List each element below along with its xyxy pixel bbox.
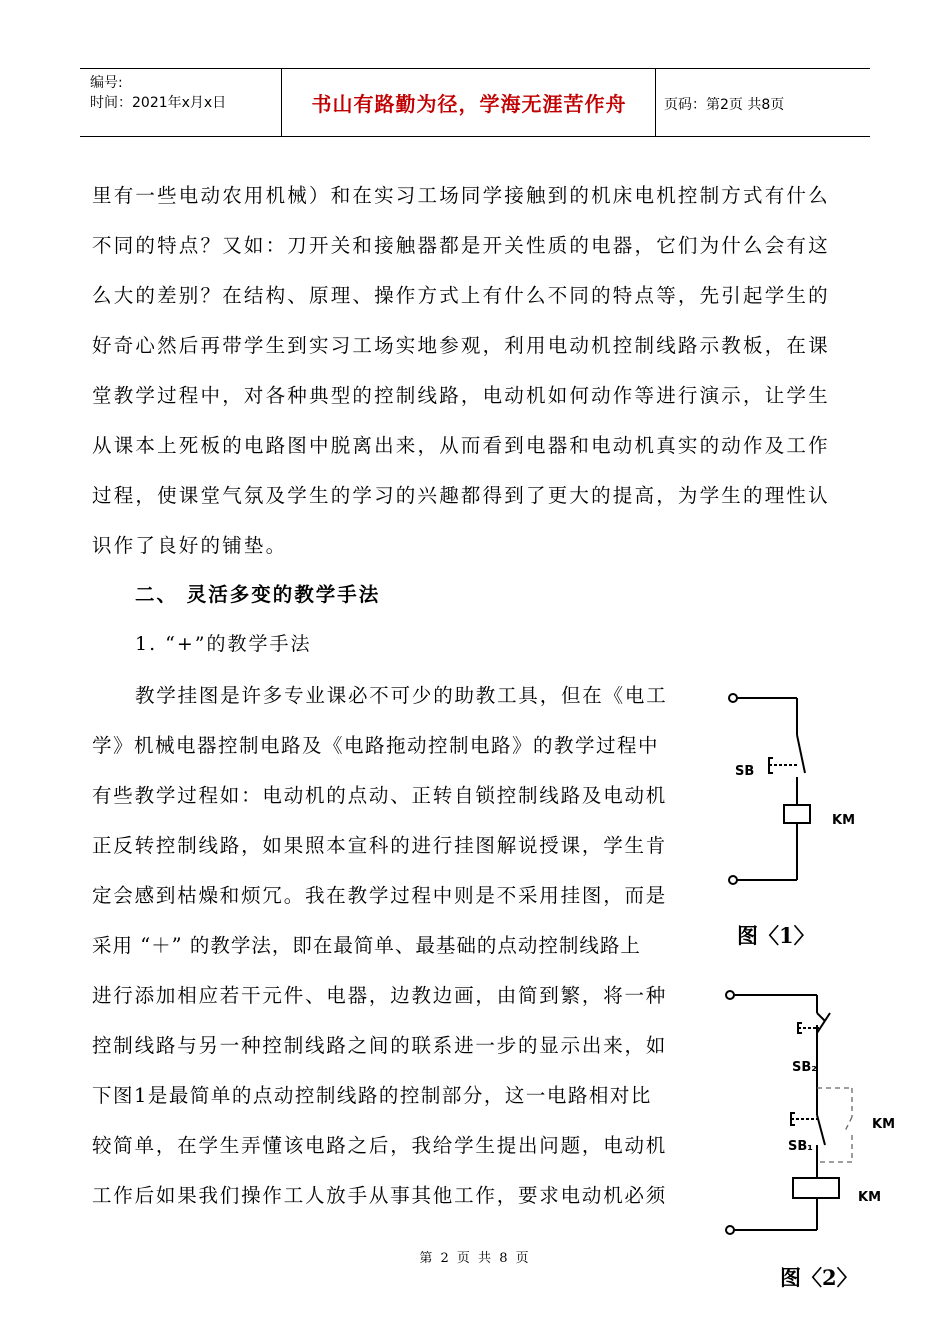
terminal-top bbox=[729, 694, 737, 702]
terminal-top bbox=[726, 991, 734, 999]
header-top-rule bbox=[80, 68, 870, 69]
paragraph-line: 定会感到枯燥和烦冗。我在教学过程中则是不采用挂图，而是 bbox=[92, 884, 668, 907]
section-heading: 二、 灵活多变的教学手法 bbox=[135, 583, 381, 606]
page-footer: 第 2 页 共 8 页 bbox=[419, 1251, 531, 1266]
paragraph-line: 从课本上死板的电路图中脱离出来，从而看到电器和电动机真实的动作及工作 bbox=[92, 434, 830, 457]
doc-time-label: 时间：2021年x月x日 bbox=[90, 95, 227, 111]
paragraph-line: 堂教学过程中，对各种典型的控制线路，电动机如何动作等进行演示，让学生 bbox=[92, 384, 830, 407]
header-divider-left bbox=[281, 68, 282, 136]
paragraph-line: 进行添加相应若干元件、电器，边教边画，由简到繁，将一种 bbox=[92, 984, 668, 1007]
label-sb1: SB₁ bbox=[788, 1139, 813, 1154]
figure-1-caption: 图〈1〉 bbox=[737, 923, 815, 948]
label-km: KM bbox=[832, 813, 856, 828]
paragraph-line: 工作后如果我们操作工人放手从事其他工作，要求电动机必须 bbox=[92, 1184, 668, 1207]
paragraph-line: 么大的差别？在结构、原理、操作方式上有什么不同的特点等，先引起学生的 bbox=[92, 284, 830, 307]
figure-2-circuit bbox=[722, 985, 896, 1245]
paragraph-line: 不同的特点？又如：刀开关和接触器都是开关性质的电器，它们为什么会有这 bbox=[92, 234, 830, 257]
figure-1-circuit bbox=[725, 680, 875, 900]
self-lock-contact bbox=[817, 1088, 852, 1162]
terminal-bottom bbox=[726, 1226, 734, 1234]
paragraph-line: 有些教学过程如：电动机的点动、正转自锁控制线路及电动机 bbox=[92, 784, 668, 807]
paragraph-line: 学》机械电器控制电路及《电路拖动控制电路》的教学过程中 bbox=[92, 734, 660, 757]
label-km-contact: KM bbox=[872, 1117, 896, 1132]
paragraph-line: 正反转控制线路，如果照本宣科的进行挂图解说授课，学生肯 bbox=[92, 834, 668, 857]
coil-km bbox=[784, 805, 810, 823]
paragraph-line: 控制线路与另一种控制线路之间的联系进一步的显示出来，如 bbox=[92, 1034, 668, 1057]
paragraph-line: 好奇心然后再带学生到实习工场实地参观，利用电动机控制线路示教板，在课 bbox=[92, 334, 830, 357]
header-divider-right bbox=[655, 68, 656, 136]
paragraph-line: 识作了良好的铺垫。 bbox=[92, 534, 288, 557]
paragraph-line: 里有一些电动农用机械）和在实习工场同学接触到的机床电机控制方式有什么 bbox=[92, 184, 830, 207]
label-sb: SB bbox=[735, 764, 755, 779]
paragraph-line: 过程，使课堂气氛及学生的学习的兴趣都得到了更大的提高，为学生的理性认 bbox=[92, 484, 830, 507]
header-page-code: 页码：第2页 共8页 bbox=[664, 97, 785, 113]
header-meta bbox=[90, 73, 226, 113]
header-bottom-rule bbox=[80, 136, 870, 137]
doc-number-label: 编号: bbox=[90, 75, 123, 91]
label-sb2: SB₂ bbox=[792, 1060, 817, 1075]
paragraph-line: 教学挂图是许多专业课必不可少的助教工具，但在《电工 bbox=[135, 684, 668, 707]
figure-2-caption: 图〈2〉 bbox=[780, 1265, 858, 1290]
terminal-bottom bbox=[729, 876, 737, 884]
coil-km bbox=[793, 1178, 839, 1198]
switch-blade bbox=[797, 735, 805, 773]
header-motto: 书山有路勤为径，学海无涯苦作舟 bbox=[311, 92, 627, 116]
paragraph-line: 下图1是最简单的点动控制线路的控制部分，这一电路相对比 bbox=[92, 1084, 652, 1107]
subsection-heading: 1. “+”的教学手法 bbox=[135, 633, 312, 655]
paragraph-line: 较简单，在学生弄懂该电路之后，我给学生提出问题，电动机 bbox=[92, 1134, 668, 1157]
label-km-coil: KM bbox=[858, 1190, 882, 1205]
paragraph-line: 采用 “＋” 的教学法，即在最简单、最基础的点动控制线路上 bbox=[92, 934, 641, 957]
